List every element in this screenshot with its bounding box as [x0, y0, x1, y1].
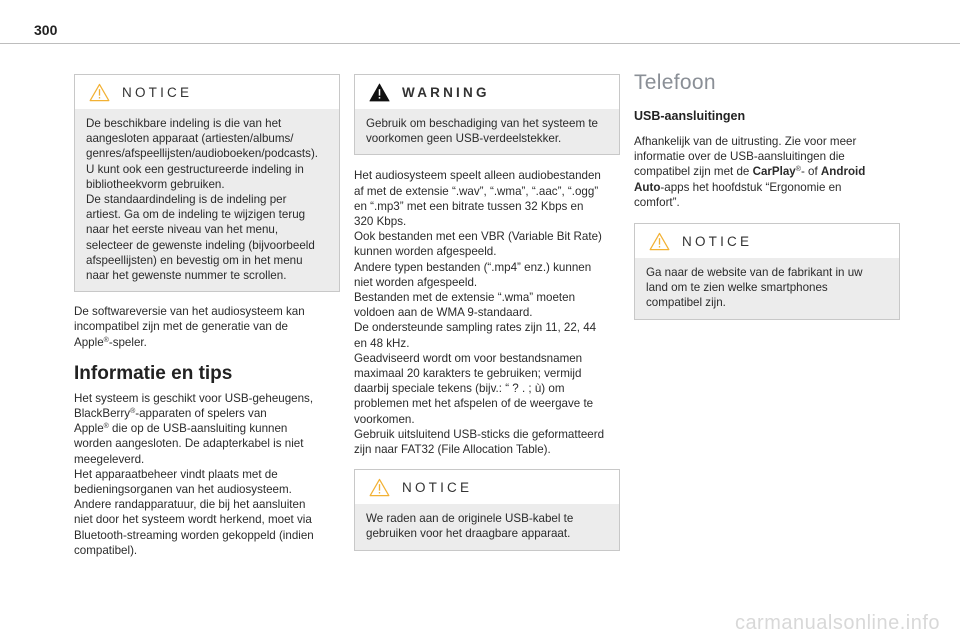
text-line: Apple® die op de USB-aansluiting kunnen	[74, 422, 288, 436]
text-line: Gebruik uitsluitend USB-sticks die geformatteerd	[354, 427, 605, 441]
text-line: problemen met het afspelen of de weergave te	[354, 397, 594, 411]
notice-line: Ga naar de website van de fabrikant in uw	[646, 266, 863, 280]
notice-line: aangesloten apparaat (artiesten/albums/	[86, 132, 294, 146]
warning-line: Gebruik om beschadiging van het systeem te	[366, 117, 598, 130]
warning-box	[354, 74, 620, 155]
text-line: Andere typen bestanden (“.mp4” enz.) kunnen	[354, 260, 592, 274]
caution-triangle-icon	[89, 83, 110, 102]
text-line: niet door het systeem wordt herkend, moet via	[74, 513, 312, 527]
notice-box-3	[634, 223, 900, 320]
text-line: Het apparaatbeheer vindt plaats met de	[74, 467, 278, 481]
notice-line: selecteer de gewenste indeling (bijvoorbeeld	[86, 238, 315, 252]
warning-header	[355, 75, 619, 109]
text-line: Andere randapparatuur, die bij het aansluiten	[74, 498, 306, 512]
sub-heading: USB-aansluitingen	[634, 109, 746, 123]
text-line: Bluetooth-streaming worden gekoppeld (indien	[74, 528, 314, 542]
text-line: daarbij speciale tekens (bijv.: “ ? . ; ù) om	[354, 382, 565, 396]
notice-line: bibliotheekvorm gebruiken.	[86, 177, 225, 191]
page-number: 300	[34, 22, 58, 38]
warning-body	[355, 109, 619, 154]
text-line: De ondersteunde sampling rates zijn 11, 22, 44	[354, 321, 597, 335]
text-line: informatie over de USB-aansluitingen die	[634, 150, 845, 164]
text-line: worden aangesloten. De adapterkabel is niet	[74, 437, 304, 451]
caution-triangle-icon	[649, 232, 670, 251]
notice-header	[635, 224, 899, 258]
text-line: Apple®-speler.	[74, 335, 147, 349]
notice-line: U kunt ook een gestructureerde indeling in	[86, 162, 304, 176]
warning-title: WARNING	[402, 84, 490, 100]
column-2	[354, 74, 620, 551]
text-line: af met de extensie “.wav”, “.wma”, “.aac”, “.ogg”	[354, 184, 599, 198]
text-line: voorkomen.	[354, 412, 415, 426]
notice-title: NOTICE	[682, 233, 753, 249]
warning-line: voorkomen geen USB-verdeelstekker.	[366, 132, 562, 146]
column-3	[634, 70, 900, 320]
text-line: Auto-apps het hoofdstuk “Ergonomie en	[634, 180, 842, 194]
text-line: comfort”.	[634, 195, 680, 209]
notice-line: land om te zien welke smartphones	[646, 281, 828, 295]
notice-line: naar het gewenste nummer te scrollen.	[86, 269, 287, 283]
text-line: meegeleverd.	[74, 452, 145, 466]
text-line: Het systeem is geschikt voor USB-geheugens,	[74, 391, 314, 405]
notice-title: NOTICE	[402, 479, 473, 495]
notice-box-1	[74, 74, 340, 292]
warning-triangle-icon	[369, 83, 390, 102]
usb-connections-paragraph	[634, 134, 900, 210]
text-line: incompatibel zijn met de generatie van de	[74, 320, 288, 334]
notice-line: artiest. Ga om de indeling te wijzigen terug	[86, 208, 306, 222]
notice-header	[75, 75, 339, 109]
text-line: en “.mp3” met een bitrate tussen 32 Kbps en	[354, 199, 584, 213]
info-tips-paragraph	[74, 391, 340, 558]
chapter-heading: Telefoon	[634, 71, 716, 94]
software-version-paragraph	[74, 304, 340, 350]
text-line: compatibel).	[74, 543, 138, 557]
text-line: compatibel zijn met de CarPlay®- of Android	[634, 165, 866, 179]
notice-body	[635, 258, 899, 319]
notice-line: afspeellijsten) en bevestig om in het menu	[86, 253, 303, 267]
notice-box-2	[354, 469, 620, 550]
text-line: voldoen aan de WMA 9-standaard.	[354, 306, 533, 320]
notice-header	[355, 470, 619, 504]
notice-line: compatibel zijn.	[646, 296, 726, 310]
text-line: De softwareversie van het audiosysteem kan	[74, 305, 305, 319]
notice-body	[355, 504, 619, 549]
text-line: en 48 kHz.	[354, 336, 410, 350]
section-heading: Informatie en tips	[74, 362, 233, 384]
text-line: BlackBerry®-apparaten of spelers van	[74, 407, 267, 421]
caution-triangle-icon	[369, 478, 390, 497]
notice-line: genres/afspeellijsten/audioboeken/podcasts).	[86, 147, 319, 161]
notice-title: NOTICE	[122, 84, 193, 100]
text-line: maximaal 20 karakters te gebruiken; vermijd	[354, 367, 582, 381]
text-line: bedieningsorganen van het audiosysteem.	[74, 483, 292, 497]
notice-line: gebruiken voor het draagbare apparaat.	[366, 527, 571, 541]
text-line: Geadviseerd wordt om voor bestandsnamen	[354, 351, 583, 365]
text-line: Afhankelijk van de uitrusting. Zie voor meer	[634, 135, 857, 148]
text-line: niet worden afgespeeld.	[354, 275, 478, 289]
text-line: 320 Kbps.	[354, 215, 407, 229]
notice-line: De beschikbare indeling is die van het	[86, 117, 282, 130]
notice-body	[75, 109, 339, 291]
notice-line: We raden aan de originele USB-kabel te	[366, 512, 574, 526]
notice-line: naar het eerste niveau van het menu,	[86, 223, 279, 237]
text-line: Ook bestanden met een VBR (Variable Bit Rate)	[354, 230, 602, 244]
audio-files-paragraph	[354, 168, 620, 457]
text-line: Het audiosysteem speelt alleen audiobestanden	[354, 169, 601, 183]
watermark: carmanualsonline.info	[734, 612, 940, 634]
notice-line: De standaardindeling is de indeling per	[86, 193, 287, 207]
header-rule	[0, 43, 960, 44]
text-line: kunnen worden afgespeeld.	[354, 245, 497, 259]
column-1	[74, 74, 340, 558]
text-line: Bestanden met de extensie “.wma” moeten	[354, 291, 576, 305]
text-line: zijn naar FAT32 (File Allocation Table).	[354, 443, 551, 457]
